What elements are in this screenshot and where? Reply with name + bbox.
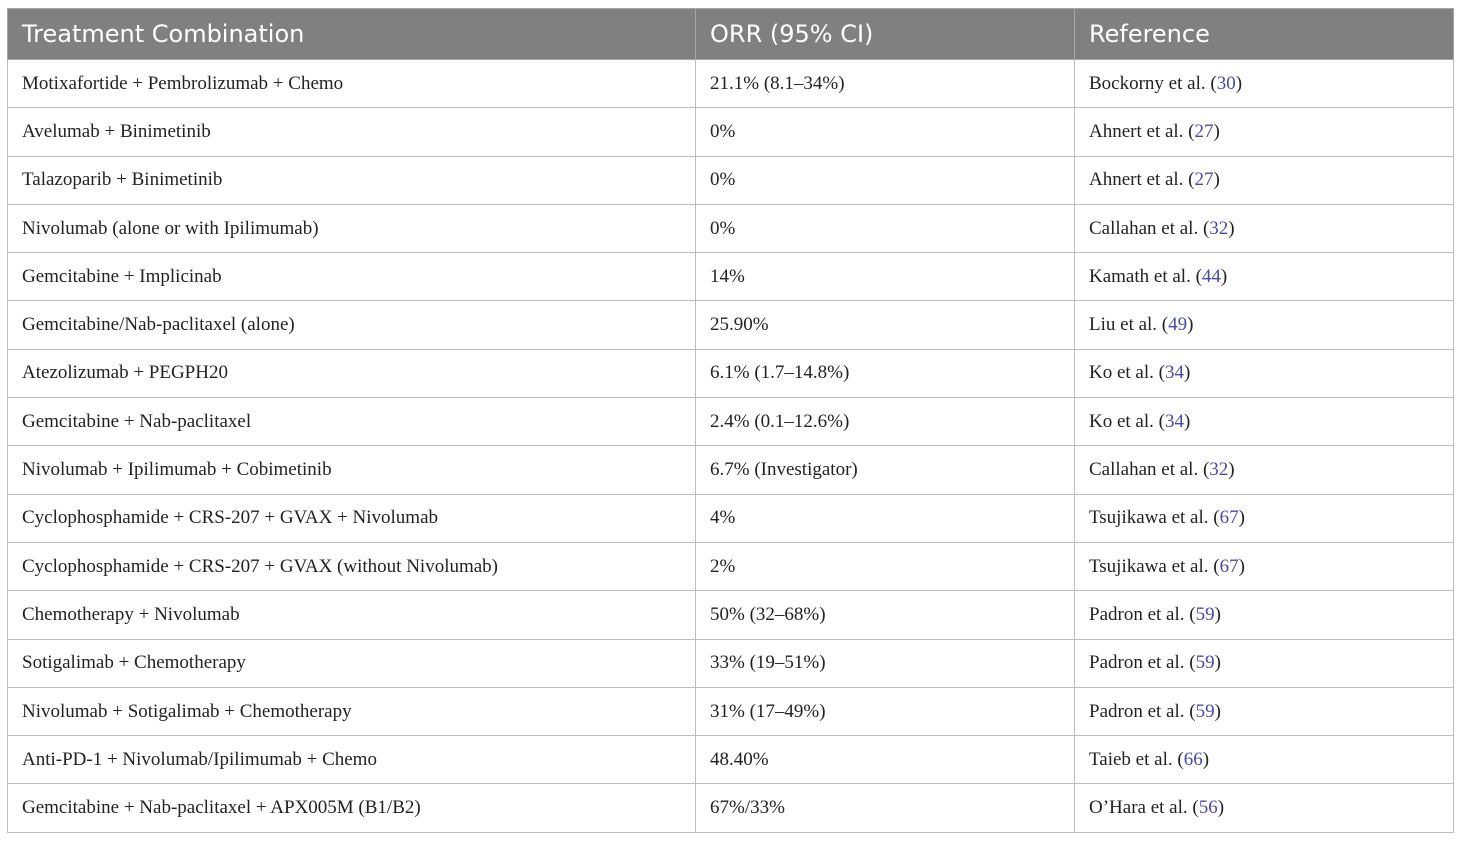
reference-close-paren: ) xyxy=(1214,700,1221,722)
orr-cell: 0% xyxy=(696,108,1075,156)
table-row xyxy=(8,591,1454,639)
reference-number-link[interactable]: 59 xyxy=(1195,652,1215,674)
reference-number-link[interactable]: 27 xyxy=(1194,169,1214,191)
table-row xyxy=(8,60,1454,108)
reference-number-link[interactable]: 34 xyxy=(1164,410,1184,432)
reference-close-paren: ) xyxy=(1235,72,1243,94)
orr-cell: 0% xyxy=(696,156,1075,204)
orr-cell: 6.7% (Investigator) xyxy=(696,446,1075,494)
reference-cell xyxy=(1075,736,1454,784)
table-row xyxy=(8,542,1454,590)
reference-close-paren: ) xyxy=(1238,507,1245,529)
reference-number-link[interactable]: 32 xyxy=(1209,459,1229,481)
reference-number-link[interactable]: 49 xyxy=(1168,314,1188,336)
reference-cell xyxy=(1075,398,1454,446)
reference-cell xyxy=(1075,108,1454,156)
table-row xyxy=(8,639,1454,687)
reference-author: Ko et al. ( xyxy=(1089,410,1165,432)
reference-author: Padron et al. ( xyxy=(1089,603,1196,625)
header-orr: ORR (95% CI) xyxy=(696,9,1075,60)
reference-number-link[interactable]: 44 xyxy=(1201,265,1221,287)
treatment-cell: Cyclophosphamide + CRS-207 + GVAX (without Nivolumab) xyxy=(8,542,696,590)
reference-close-paren: ) xyxy=(1238,555,1245,577)
reference-close-paren: ) xyxy=(1228,217,1235,239)
table-row xyxy=(8,253,1454,301)
reference-number-link[interactable]: 56 xyxy=(1198,797,1218,819)
treatment-cell: Talazoparib + Binimetinib xyxy=(8,156,696,204)
table-row xyxy=(8,494,1454,542)
header-row xyxy=(8,9,1454,60)
header-treatment-combination: Treatment Combination xyxy=(8,9,696,60)
table-row xyxy=(8,204,1454,252)
orr-cell: 0% xyxy=(696,204,1075,252)
reference-cell xyxy=(1075,301,1454,349)
table-row xyxy=(8,446,1454,494)
reference-close-paren: ) xyxy=(1213,169,1220,191)
reference-number-link[interactable]: 30 xyxy=(1216,72,1236,94)
treatment-cell: Gemcitabine/Nab-paclitaxel (alone) xyxy=(8,301,696,349)
treatment-cell: Gemcitabine + Nab-paclitaxel + APX005M (B1/B2) xyxy=(8,784,696,832)
reference-number-link[interactable]: 32 xyxy=(1209,217,1229,239)
reference-author: O’Hara et al. ( xyxy=(1089,797,1199,819)
reference-close-paren: ) xyxy=(1214,652,1221,674)
reference-author: Kamath et al. ( xyxy=(1089,265,1202,287)
table-row xyxy=(8,108,1454,156)
table-row xyxy=(8,156,1454,204)
orr-cell: 31% (17–49%) xyxy=(696,687,1075,735)
reference-cell xyxy=(1075,204,1454,252)
reference-author: Ko et al. ( xyxy=(1089,362,1165,384)
reference-cell xyxy=(1075,349,1454,397)
orr-cell: 50% (32–68%) xyxy=(696,591,1075,639)
reference-number-link[interactable]: 27 xyxy=(1194,120,1214,142)
reference-close-paren: ) xyxy=(1183,410,1191,432)
reference-number-link[interactable]: 67 xyxy=(1219,507,1239,529)
table-header xyxy=(8,9,1454,60)
reference-cell xyxy=(1075,60,1454,108)
treatment-cell: Atezolizumab + PEGPH20 xyxy=(8,349,696,397)
reference-author: Taieb et al. ( xyxy=(1089,748,1184,770)
treatment-cell: Sotigalimab + Chemotherapy xyxy=(8,639,696,687)
treatment-cell: Nivolumab (alone or with Ipilimumab) xyxy=(8,204,696,252)
orr-cell: 14% xyxy=(696,253,1075,301)
table-row xyxy=(8,784,1454,832)
reference-cell xyxy=(1075,446,1454,494)
treatment-cell: Cyclophosphamide + CRS-207 + GVAX + Nivolumab xyxy=(8,494,696,542)
orr-cell: 2.4% (0.1–12.6%) xyxy=(696,398,1075,446)
reference-cell xyxy=(1075,687,1454,735)
reference-author: Tsujikawa et al. ( xyxy=(1089,507,1220,529)
reference-author: Ahnert et al. ( xyxy=(1089,169,1195,191)
reference-number-link[interactable]: 59 xyxy=(1195,603,1215,625)
reference-author: Liu et al. ( xyxy=(1089,314,1169,336)
reference-close-paren: ) xyxy=(1187,314,1194,336)
reference-close-paren: ) xyxy=(1214,603,1221,625)
table-row xyxy=(8,736,1454,784)
reference-close-paren: ) xyxy=(1228,459,1235,481)
results-table xyxy=(7,8,1454,833)
reference-cell xyxy=(1075,253,1454,301)
table-row xyxy=(8,687,1454,735)
reference-cell xyxy=(1075,156,1454,204)
reference-number-link[interactable]: 34 xyxy=(1164,362,1184,384)
table-row xyxy=(8,349,1454,397)
orr-cell: 33% (19–51%) xyxy=(696,639,1075,687)
reference-number-link[interactable]: 66 xyxy=(1183,748,1203,770)
reference-cell xyxy=(1075,639,1454,687)
reference-cell xyxy=(1075,542,1454,590)
orr-cell: 2% xyxy=(696,542,1075,590)
reference-close-paren: ) xyxy=(1213,120,1220,142)
reference-author: Callahan et al. ( xyxy=(1089,459,1210,481)
treatment-cell: Gemcitabine + Implicinab xyxy=(8,253,696,301)
reference-close-paren: ) xyxy=(1217,797,1225,819)
orr-cell: 6.1% (1.7–14.8%) xyxy=(696,349,1075,397)
treatment-cell: Anti-PD-1 + Nivolumab/Ipilimumab + Chemo xyxy=(8,736,696,784)
reference-author: Padron et al. ( xyxy=(1089,700,1196,722)
treatment-cell: Nivolumab + Sotigalimab + Chemotherapy xyxy=(8,687,696,735)
reference-author: Tsujikawa et al. ( xyxy=(1089,555,1220,577)
orr-cell: 25.90% xyxy=(696,301,1075,349)
treatment-cell: Avelumab + Binimetinib xyxy=(8,108,696,156)
reference-number-link[interactable]: 59 xyxy=(1195,700,1215,722)
reference-author: Callahan et al. ( xyxy=(1089,217,1210,239)
treatment-cell: Chemotherapy + Nivolumab xyxy=(8,591,696,639)
reference-author: Bockorny et al. ( xyxy=(1089,72,1217,94)
orr-cell: 67%/33% xyxy=(696,784,1075,832)
reference-close-paren: ) xyxy=(1202,748,1210,770)
reference-cell xyxy=(1075,784,1454,832)
reference-cell xyxy=(1075,591,1454,639)
table-row xyxy=(8,398,1454,446)
treatment-cell: Motixafortide + Pembrolizumab + Chemo xyxy=(8,60,696,108)
table-row xyxy=(8,301,1454,349)
orr-cell: 4% xyxy=(696,494,1075,542)
treatment-cell: Nivolumab + Ipilimumab + Cobimetinib xyxy=(8,446,696,494)
reference-cell xyxy=(1075,494,1454,542)
orr-cell: 48.40% xyxy=(696,736,1075,784)
reference-close-paren: ) xyxy=(1220,265,1228,287)
reference-author: Padron et al. ( xyxy=(1089,652,1196,674)
reference-number-link[interactable]: 67 xyxy=(1219,555,1239,577)
reference-close-paren: ) xyxy=(1183,362,1191,384)
reference-author: Ahnert et al. ( xyxy=(1089,120,1195,142)
header-reference: Reference xyxy=(1075,9,1454,60)
table-body xyxy=(8,60,1454,833)
orr-cell: 21.1% (8.1–34%) xyxy=(696,60,1075,108)
treatment-cell: Gemcitabine + Nab-paclitaxel xyxy=(8,398,696,446)
